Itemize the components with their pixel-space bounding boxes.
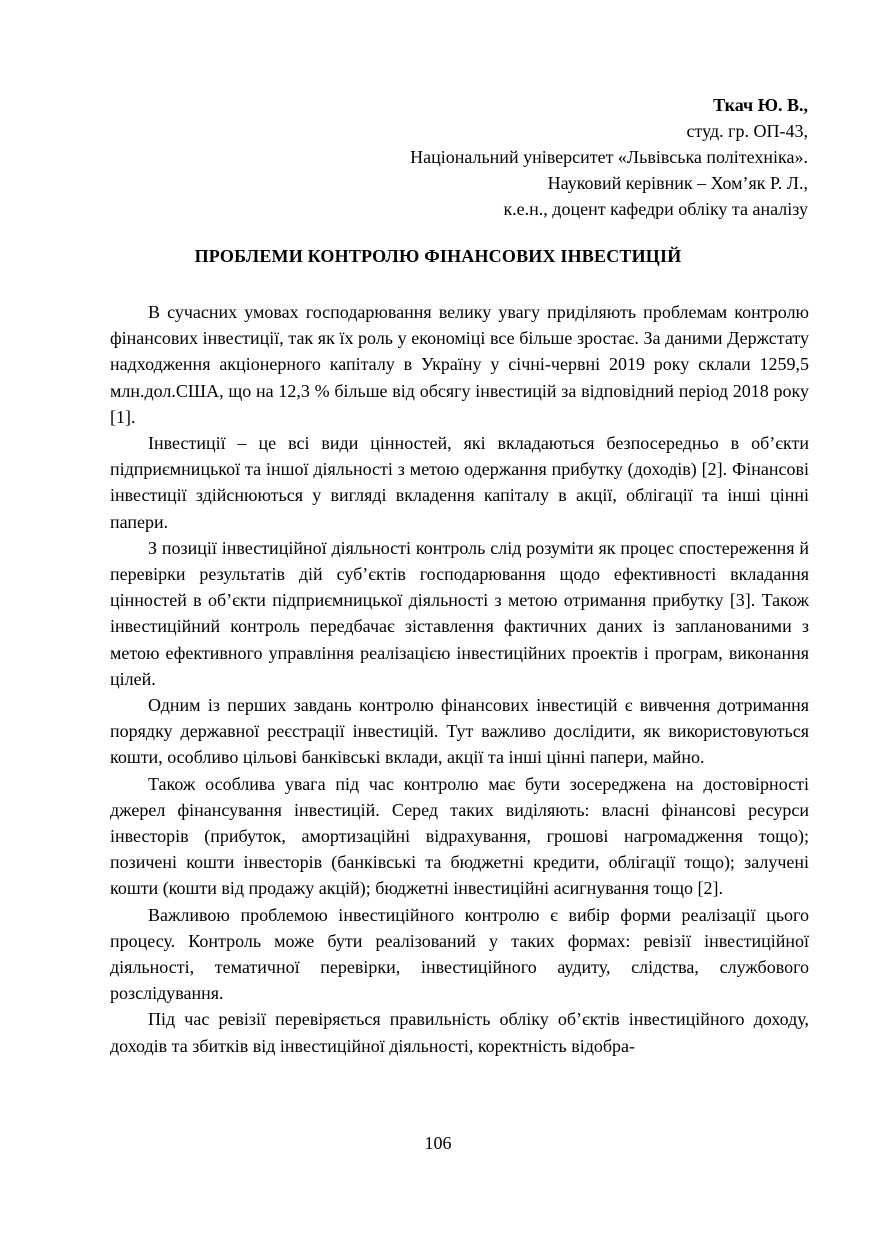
page-number: 106 — [424, 1133, 452, 1153]
supervisor-name: Науковий керівник – Хом’як Р. Л., — [547, 173, 808, 193]
university-name: Національний університет «Львівська політехніка». — [410, 147, 808, 167]
article-body — [110, 299, 809, 1059]
article-title: ПРОБЛЕМИ КОНТРОЛЮ ФІНАНСОВИХ ІНВЕСТИЦІЙ — [194, 246, 682, 266]
paragraph: Під час ревізії перевіряється правильність обліку об’єктів інвестиційного доходу, доходів та збитків від інвестиційної діяльності, коректність відобра- — [110, 1009, 809, 1056]
paragraph: В сучасних умовах господарювання велику увагу приділяють проблемам контролю фінансових інвестиції, так як їх роль у економіці все більше зростає. За даними Держстату надходження акціонерного капіталу в Україну у січні-червні 2019 року склали 1259,5 млн.дол.США, що на 12,3 % більше від обсягу інвестицій за відповідний період 2018 року [1]. — [110, 302, 809, 427]
paragraph: Також особлива увага під час контролю має бути зосереджена на достовірності джерел фінансування інвестицій. Серед таких виділяють: власні фінансові ресурси інвесторів (прибуток, амортизаційні відрахування, грошові нагромадження тощо); позичені кошти інвесторів (банківські та бюджетні кредити, облігації тощо); залучені кошти (кошти від продажу акцій); бюджетні інвестиційні асигнування тощо [2]. — [110, 773, 809, 899]
author-name: Ткач Ю. В., — [713, 95, 808, 115]
paragraph: З позиції інвестиційної діяльності контроль слід розуміти як процес спостереження й перевірки результатів дій суб’єктів господарювання щодо ефективності вкладання цінностей в об’єкти підприємницької діяльності з метою отримання прибутку [3]. Також інвестиційний контроль передбачає зіставлення фактичних даних із запланованими з метою ефективного управління реалізацією інвестиційних проектів і програм, виконання цілей. — [110, 537, 809, 689]
paragraph: Інвестиції – це всі види цінностей, які вкладаються безпосередньо в об’єкти підприємницької та іншої діяльності з метою одержання прибутку (доходів) [2]. Фінансові інвестиції здійснюються у вигляді вкладення капіталу в акції, облігації та інші цінні папери. — [110, 433, 809, 532]
student-group: студ. гр. ОП-43, — [686, 121, 808, 141]
paragraph: Одним із перших завдань контролю фінансових інвестицій є вивчення дотримання порядку державної реєстрації інвестицій. Тут важливо дослідити, як використовуються кошти, особливо цільові банківські вклади, акції та інші цінні папери, майно. — [110, 695, 809, 768]
author-block — [108, 92, 808, 222]
supervisor-title: к.е.н., доцент кафедри обліку та аналізу — [503, 199, 808, 219]
paragraph: Важливою проблемою інвестиційного контролю є вибір форми реалізації цього процесу. Контроль може бути реалізований у таких формах: ревізії інвестиційної діяльності, тематичної перевірки, інвестиційного аудиту, слідства, службового розслідування. — [110, 904, 809, 1004]
